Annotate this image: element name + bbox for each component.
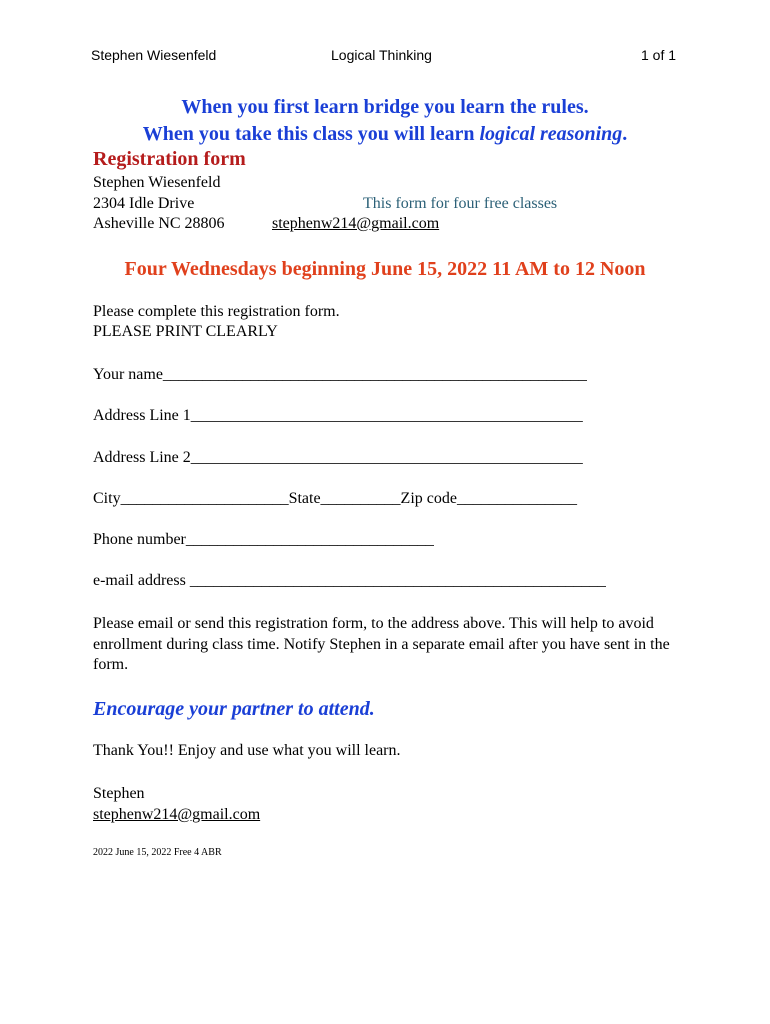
schedule-banner: Four Wednesdays beginning June 15, 2022 11 AM to 12 Noon xyxy=(124,258,646,280)
thank-you-line: Thank You!! Enjoy and use what you will learn. xyxy=(93,742,401,759)
signature-email-link[interactable]: stephenw214@gmail.com xyxy=(93,806,261,823)
contact-name: Stephen Wiesenfeld xyxy=(93,174,221,191)
contact-city: Asheville NC 28806 xyxy=(93,215,225,232)
headline-line-2-prefix: When you take this class you will learn xyxy=(142,123,480,145)
contact-street: 2304 Idle Drive xyxy=(93,195,195,212)
address-line-1-field[interactable]: Address Line 1_________________________________________________ xyxy=(93,407,583,424)
instructions-line-2: PLEASE PRINT CLEARLY xyxy=(93,323,278,340)
name-field[interactable]: Your name_____________________________________________________ xyxy=(93,366,587,383)
submission-paragraph: Please email or send this registration form, to the address above. This will help to avoid enrollment during class time. Notify Stephen in a separate email after you have sent in the form. xyxy=(93,615,670,673)
header-page-number: 1 of 1 xyxy=(641,47,677,63)
address-line-2-field[interactable]: Address Line 2_________________________________________________ xyxy=(93,449,583,466)
encourage-partner: Encourage your partner to attend. xyxy=(93,698,375,720)
instructions-line-1: Please complete this registration form. xyxy=(93,303,340,320)
signature-name: Stephen xyxy=(93,785,145,802)
city-state-zip-field[interactable]: City_____________________State__________Zip code_______________ xyxy=(93,490,577,507)
footnote: 2022 June 15, 2022 Free 4 ABR xyxy=(93,847,222,858)
header-author: Stephen Wiesenfeld xyxy=(91,47,217,63)
phone-number-field[interactable]: Phone number_______________________________ xyxy=(93,531,434,548)
contact-email-link[interactable]: stephenw214@gmail.com xyxy=(272,215,440,232)
email-address-field[interactable]: e-mail address ____________________________________________________ xyxy=(93,572,606,589)
registration-title: Registration form xyxy=(93,148,246,170)
free-classes-note: This form for four free classes xyxy=(363,195,558,212)
headline-line-2 xyxy=(0,123,770,146)
headline-line-2-emphasis: logical reasoning xyxy=(479,123,623,145)
header-title: Logical Thinking xyxy=(331,47,432,63)
headline-line-2-suffix: . xyxy=(622,123,628,145)
headline-line-1: When you first learn bridge you learn the rules. xyxy=(181,96,589,118)
